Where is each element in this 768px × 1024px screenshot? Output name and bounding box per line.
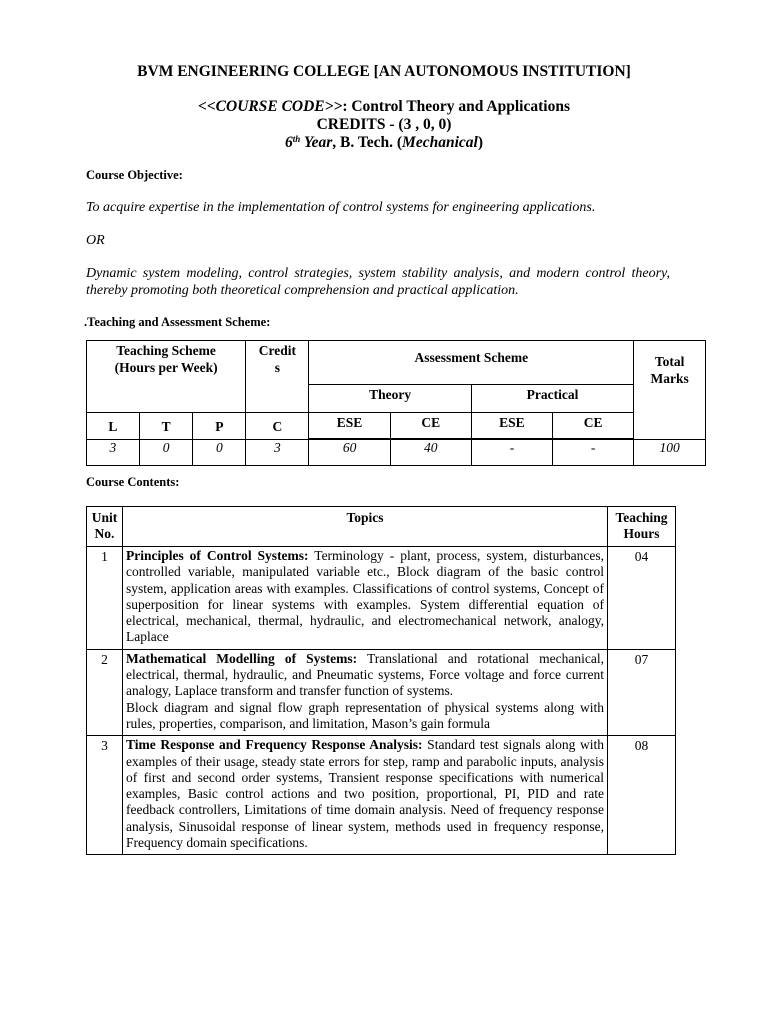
assessment-scheme-header: Assessment Scheme xyxy=(309,341,634,385)
teaching-hours: 07 xyxy=(608,649,676,735)
program-name: , B. Tech. ( xyxy=(332,134,403,151)
course-credits: CREDITS - (3 , 0, 0) xyxy=(316,116,452,133)
year-number: 6 xyxy=(285,134,293,151)
topic-cell xyxy=(122,736,607,855)
table-row xyxy=(87,736,676,855)
branch-close: ) xyxy=(477,134,483,151)
teaching-scheme-label: Teaching Scheme xyxy=(116,343,216,358)
unit-number: 2 xyxy=(87,649,123,735)
course-year-line xyxy=(0,134,768,152)
course-contents-table xyxy=(86,506,676,855)
practical-header: Practical xyxy=(471,385,633,413)
no-label: No. xyxy=(94,526,115,542)
hours-per-week-label: (Hours per Week) xyxy=(114,360,218,375)
topic-text: Translational and rotational mechanical, electrical, thermal, hydraulic, and Pneumatic systems, Force voltage and force current analogy, Laplace transform and transfer function of systems. xyxy=(125,650,605,699)
unit-no-header xyxy=(87,507,123,547)
value-t: 0 xyxy=(139,440,193,466)
objective-text-2: Dynamic system modeling, control strategies, system stability analysis, and modern control theory, thereby promoting both theoretical comprehension and practical application. xyxy=(86,266,670,298)
value-practical-ce: - xyxy=(553,440,634,466)
topic-text-continued: Block diagram and signal flow graph representation of physical systems along with rules, properties, comparison, and limitation, Mason’s gain formula xyxy=(125,699,605,731)
col-t-header: T xyxy=(139,413,193,440)
value-total: 100 xyxy=(634,440,706,466)
objective-text-1: To acquire expertise in the implementation of control systems for engineering applications. xyxy=(86,200,596,215)
teaching-label: Teaching xyxy=(615,510,668,525)
course-title-line xyxy=(0,98,768,116)
teaching-hours: 04 xyxy=(608,547,676,650)
value-p: 0 xyxy=(193,440,246,466)
objective-label: Course Objective: xyxy=(86,168,183,182)
unit-label: Unit xyxy=(91,510,118,525)
objective-or: OR xyxy=(86,233,105,248)
credits-header xyxy=(246,341,309,413)
teaching-scheme-header xyxy=(87,341,246,413)
teaching-hours-header xyxy=(608,507,676,547)
practical-ese-header: ESE xyxy=(471,413,552,439)
table-row xyxy=(87,547,676,650)
scheme-label: .Teaching and Assessment Scheme: xyxy=(84,315,271,329)
year-word: Year xyxy=(300,134,333,151)
unit-number: 1 xyxy=(87,547,123,650)
credits-label-wrap: s xyxy=(274,360,280,375)
branch-name: Mechanical xyxy=(402,134,478,151)
topic-text: Standard test signals along with examples of their usage, steady state errors for step, ramp and parabolic inputs, analysis of first and second order systems, Transient response specifications with numerical examples, Basic control actions and two position, proportional, PI, PID and rate feedback controllers, Limitations of time domain analysis. Need of frequency response analysis, Sinusoidal response of linear system, methods used in frequency response, Frequency domain specifications. xyxy=(125,737,605,851)
topic-title: Mathematical Modelling of Systems: xyxy=(125,650,358,666)
teaching-hours: 08 xyxy=(608,736,676,855)
col-p-header: P xyxy=(193,413,246,440)
teaching-assessment-table xyxy=(86,340,706,466)
practical-ce-header: CE xyxy=(553,413,634,439)
marks-label: Marks xyxy=(650,371,689,386)
credits-label: Credit xyxy=(258,343,296,358)
topics-header: Topics xyxy=(122,507,607,547)
total-marks-header xyxy=(634,341,706,440)
value-l: 3 xyxy=(87,440,140,466)
course-title: : Control Theory and Applications xyxy=(342,98,570,115)
unit-number: 3 xyxy=(87,736,123,855)
theory-ese-header: ESE xyxy=(309,413,390,439)
topic-text: Terminology - plant, process, system, disturbances, controlled variable, manipulated variable etc., Block diagram of the basic control system, application areas with examples. Classifications of control systems, Concept of superposition for linear systems with examples. System differential equation of electrical, mechanical, thermal, hydraulic, and electromechanical network, analogy, Laplace xyxy=(125,548,605,645)
topic-title: Time Response and Frequency Response Analysis: xyxy=(125,737,423,753)
theory-ce-header: CE xyxy=(390,413,471,439)
value-practical-ese: - xyxy=(471,440,552,466)
theory-header: Theory xyxy=(309,385,471,413)
topic-cell xyxy=(122,547,607,650)
col-l-header: L xyxy=(87,413,140,440)
col-c-header: C xyxy=(246,413,309,440)
contents-label: Course Contents: xyxy=(86,475,180,489)
total-label: Total xyxy=(654,354,685,369)
value-c: 3 xyxy=(246,440,309,466)
year-suffix: th xyxy=(292,134,301,144)
table-row xyxy=(87,649,676,735)
topic-title: Principles of Control Systems: xyxy=(125,548,309,563)
course-heading xyxy=(0,98,768,152)
value-theory-ese: 60 xyxy=(309,440,390,466)
college-title: BVM ENGINEERING COLLEGE [AN AUTONOMOUS INSTITUTION] xyxy=(137,63,631,80)
topic-cell xyxy=(122,649,607,735)
course-code: <<COURSE CODE>> xyxy=(198,98,343,115)
value-theory-ce: 40 xyxy=(390,440,471,466)
hours-label: Hours xyxy=(623,526,660,542)
